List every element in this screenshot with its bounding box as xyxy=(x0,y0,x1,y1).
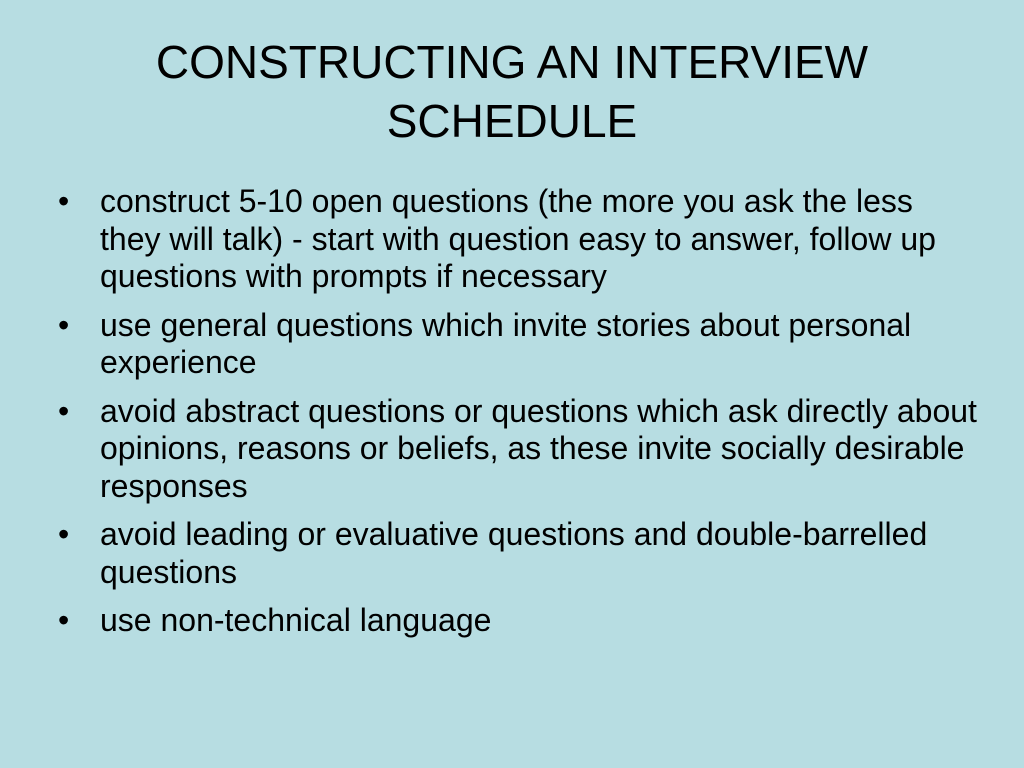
title-line-2: SCHEDULE xyxy=(386,95,638,147)
bullet-text: avoid leading or evaluative questions and double-barrelled questions xyxy=(100,516,928,590)
bullet-list xyxy=(58,183,978,651)
title-line-1: CONSTRUCTING AN INTERVIEW xyxy=(155,36,869,88)
bullet-icon: • xyxy=(58,602,70,638)
bullet-text: use general questions which invite stories about personal experience xyxy=(100,306,912,380)
bullet-icon: • xyxy=(58,183,70,219)
bullet-icon: • xyxy=(58,306,70,343)
bullet-item xyxy=(58,516,978,591)
bullet-text: avoid abstract questions or questions which ask directly about opinions, reasons or beliefs, as these invite socially desirable responses xyxy=(100,392,977,504)
bullet-item xyxy=(58,393,978,506)
slide-title xyxy=(40,33,984,151)
bullet-item xyxy=(58,602,978,640)
bullet-item xyxy=(58,183,978,296)
bullet-icon: • xyxy=(58,392,70,429)
bullet-item xyxy=(58,307,978,382)
bullet-icon: • xyxy=(58,516,70,552)
bullet-text: construct 5-10 open questions (the more you ask the less they will talk) - start with question easy to answer, follow up questions with prompts if necessary xyxy=(100,183,936,294)
bullet-text: use non-technical language xyxy=(100,602,492,638)
